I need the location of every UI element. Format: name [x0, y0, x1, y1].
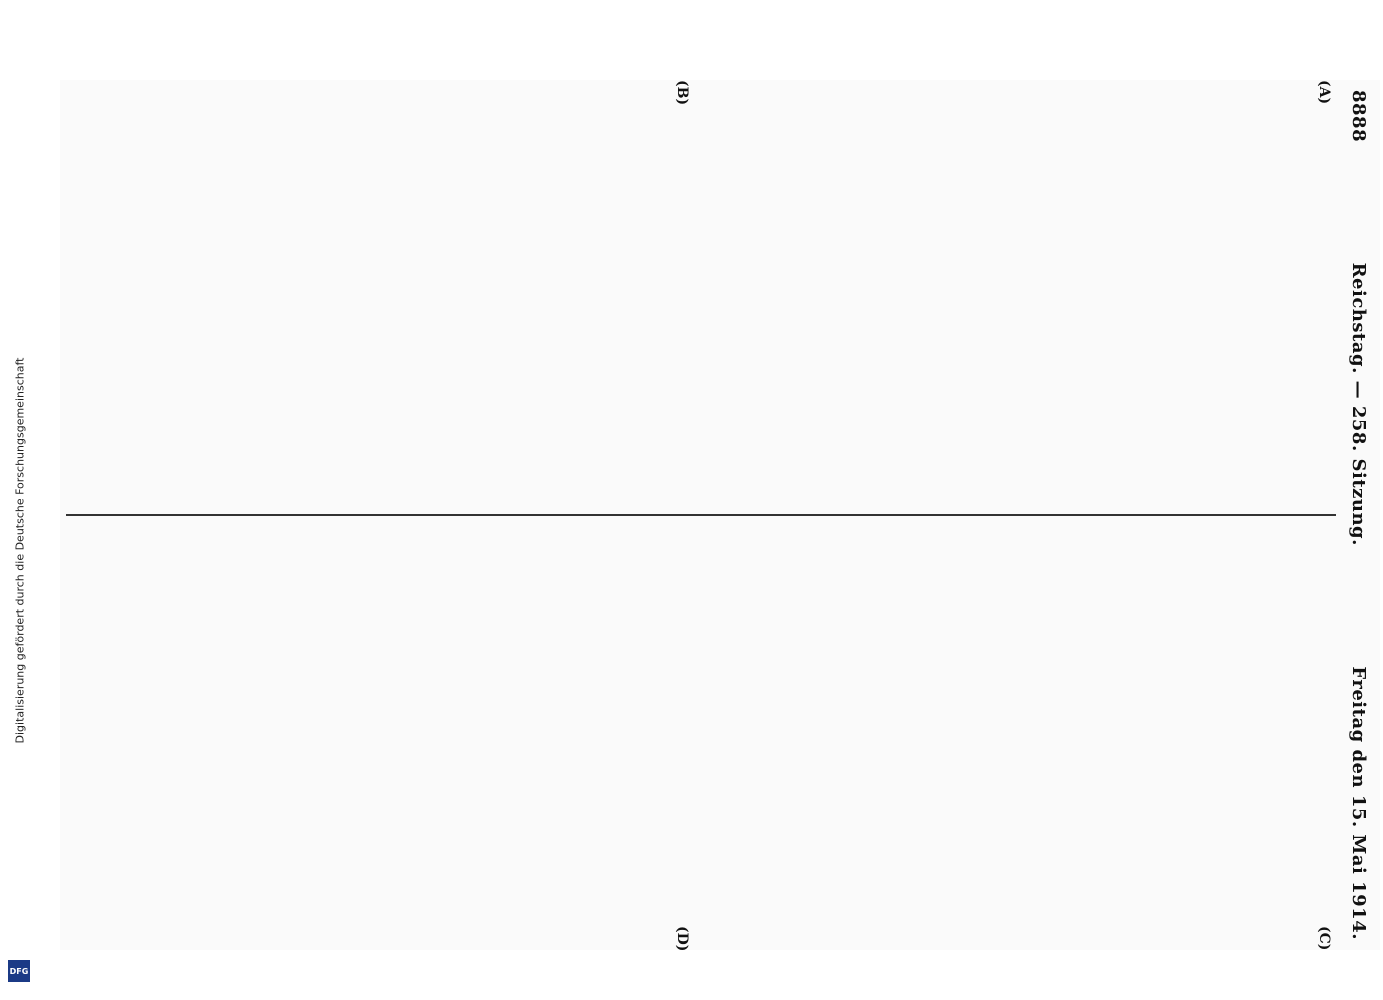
digitization-credit [10, 120, 30, 980]
page-header [1346, 90, 1372, 940]
credit-text: Digitalisierung gefördert durch die Deutsche Forschungsgemeinschaft [13, 357, 27, 743]
column-left [72, 90, 1332, 495]
column-right [72, 530, 1332, 935]
marker-c: (C) [1316, 926, 1332, 951]
column-divider [66, 514, 1336, 516]
rotated-page [60, 80, 1380, 950]
marker-a: (A) [1316, 80, 1332, 105]
header-date: Freitag den 15. Mai 1914. [1348, 666, 1370, 940]
marker-d: (D) [674, 926, 690, 952]
page-sheet [60, 80, 1380, 950]
marker-b: (B) [674, 80, 690, 106]
dfg-logo: DFG [8, 960, 30, 982]
header-title: Reichstag. — 258. Sitzung. [1348, 262, 1370, 546]
page-number: 8888 [1348, 90, 1370, 143]
